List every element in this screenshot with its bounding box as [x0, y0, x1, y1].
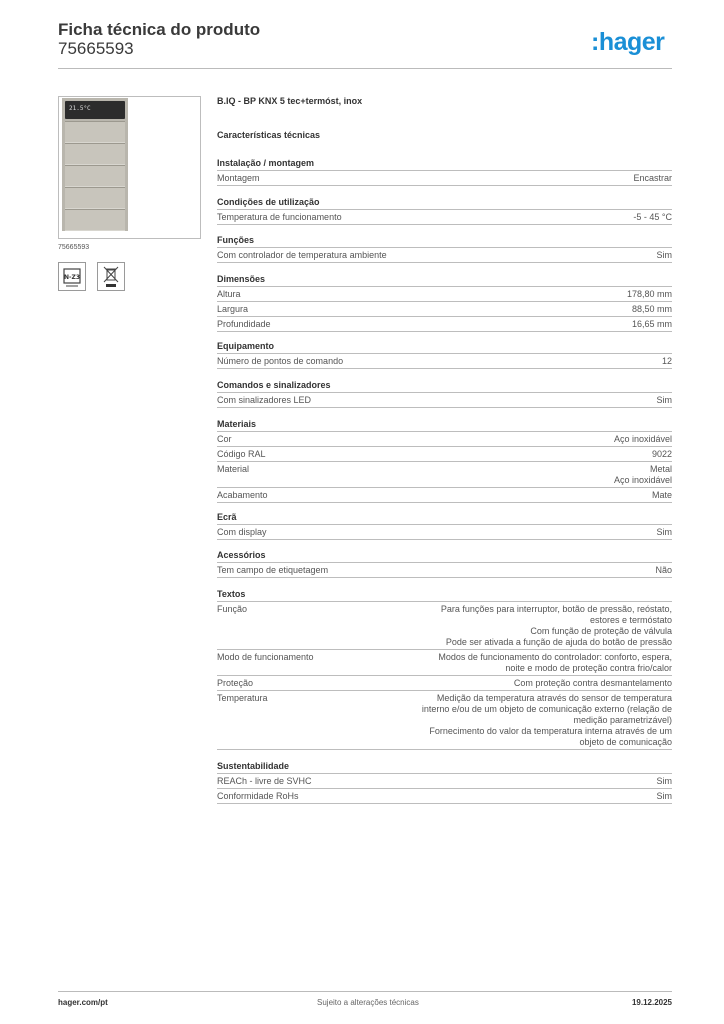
spec-section	[217, 339, 672, 369]
spec-row	[217, 525, 672, 540]
spec-row	[217, 774, 672, 789]
spec-label: Com controlador de temperatura ambiente	[217, 250, 387, 260]
section-title: Textos	[217, 587, 672, 602]
spec-value-line: estores e termóstato	[589, 615, 672, 625]
section-title: Sustentabilidade	[217, 759, 672, 774]
spec-value-line: objeto de comunicação	[579, 737, 672, 747]
spec-section	[217, 510, 672, 540]
spec-label: Altura	[217, 289, 241, 299]
spec-value-line: noite e modo de proteção contra frio/calor	[505, 663, 672, 673]
spec-row	[217, 602, 672, 650]
spec-row	[217, 354, 672, 369]
page-title: Ficha técnica do produto	[58, 20, 261, 39]
spec-section	[217, 417, 672, 503]
spec-value-line: 12	[661, 356, 672, 366]
spec-section	[217, 587, 672, 750]
spec-value-line: Mate	[651, 490, 672, 500]
spec-value	[397, 527, 672, 538]
section-title: Equipamento	[217, 339, 672, 354]
image-caption: 75665593	[58, 244, 90, 251]
spec-label: Acabamento	[217, 490, 268, 500]
spec-row	[217, 563, 672, 578]
weee-crossed-bin-icon	[97, 262, 125, 291]
spec-value-line: medição parametrizável)	[573, 715, 672, 725]
spec-value-line: Sim	[656, 776, 672, 786]
spec-value	[397, 693, 672, 748]
spec-label: Temperatura de funcionamento	[217, 212, 342, 222]
section-title: Condições de utilização	[217, 195, 672, 210]
spec-row	[217, 691, 672, 750]
spec-value-line: 9022	[651, 449, 672, 459]
spec-value-line: Medição da temperatura através do sensor de temperatura	[436, 693, 672, 703]
spec-row	[217, 287, 672, 302]
spec-value-line: Com proteção contra desmantelamento	[513, 678, 672, 688]
spec-value-line: Aço inoxidável	[613, 475, 672, 485]
spec-value	[397, 319, 672, 330]
spec-value	[397, 776, 672, 787]
spec-value-line: Sim	[656, 791, 672, 801]
hager-logo[interactable]: :hager	[591, 28, 665, 56]
footer-notice: Sujeito a alterações técnicas	[317, 998, 419, 1007]
product-button	[65, 121, 125, 143]
spec-label: Material	[217, 464, 250, 474]
section-title: Funções	[217, 233, 672, 248]
spec-label: Tem campo de etiquetagem	[217, 565, 329, 575]
spec-label: Largura	[217, 304, 249, 314]
product-button	[65, 143, 125, 165]
spec-value-line: Metal	[649, 464, 672, 474]
section-title: Acessórios	[217, 548, 672, 563]
spec-value-line: Com função de proteção de válvula	[530, 626, 672, 636]
spec-label: Modo de funcionamento	[217, 652, 314, 662]
spec-row	[217, 302, 672, 317]
spec-label: Cor	[217, 434, 232, 444]
spec-label: Proteção	[217, 678, 254, 688]
product-display	[65, 101, 125, 119]
spec-value	[397, 464, 672, 486]
spec-row	[217, 488, 672, 503]
spec-value-line: Sim	[656, 527, 672, 537]
spec-value	[397, 791, 672, 802]
spec-row	[217, 650, 672, 676]
spec-label: Código RAL	[217, 449, 266, 459]
product-button	[65, 165, 125, 187]
characteristics-title: Características técnicas	[217, 130, 321, 140]
spec-section	[217, 378, 672, 408]
spec-value-line: Não	[655, 565, 672, 575]
footer-date: 19.12.2025	[631, 998, 672, 1007]
spec-value-line: -5 - 45 °C	[633, 212, 672, 222]
spec-row	[217, 210, 672, 225]
spec-value-line: 178,80 mm	[626, 289, 672, 299]
section-title: Comandos e sinalizadores	[217, 378, 672, 393]
section-title: Instalação / montagem	[217, 156, 672, 171]
spec-section	[217, 759, 672, 804]
section-title: Dimensões	[217, 272, 672, 287]
spec-row	[217, 171, 672, 186]
spec-label: Com sinalizadores LED	[217, 395, 312, 405]
spec-value	[397, 212, 672, 223]
spec-row	[217, 248, 672, 263]
spec-value-line: 88,50 mm	[631, 304, 672, 314]
spec-section	[217, 156, 672, 186]
nfc-icon-text: N-Z3	[63, 274, 81, 281]
spec-value	[397, 289, 672, 300]
section-title: Materiais	[217, 417, 672, 432]
spec-value-line: Pode ser ativada a função de ajuda do botão de pressão	[445, 637, 672, 647]
section-title: Ecrã	[217, 510, 672, 525]
spec-value-line: Modos de funcionamento do controlador: conforto, espera,	[438, 652, 672, 662]
spec-value-line: Fornecimento do valor da temperatura interna através de um	[429, 726, 672, 736]
spec-value-line: Sim	[656, 395, 672, 405]
spec-value	[397, 604, 672, 648]
spec-section	[217, 195, 672, 225]
product-button	[65, 209, 125, 231]
spec-row	[217, 789, 672, 804]
spec-row	[217, 462, 672, 488]
spec-value-line: Para funções para interruptor, botão de pressão, reóstato,	[440, 604, 672, 614]
spec-value	[397, 173, 672, 184]
spec-section	[217, 272, 672, 332]
spec-row	[217, 676, 672, 691]
spec-value	[397, 490, 672, 501]
spec-value-line: Sim	[656, 250, 672, 260]
spec-value-line: 16,65 mm	[631, 319, 672, 329]
product-display-text: 21.5°C	[69, 105, 91, 112]
spec-row	[217, 447, 672, 462]
spec-label: Temperatura	[217, 693, 268, 703]
product-image	[62, 98, 128, 231]
spec-row	[217, 317, 672, 332]
spec-label: Número de pontos de comando	[217, 356, 344, 366]
product-code: 75665593	[58, 39, 134, 58]
spec-value-line: interno e/ou de um objeto de comunicação externo (relação de	[421, 704, 672, 714]
spec-value	[397, 565, 672, 576]
spec-value	[397, 449, 672, 460]
nfc-logo-icon	[58, 262, 86, 291]
header-divider	[58, 68, 672, 69]
product-button	[65, 187, 125, 209]
spec-label: Montagem	[217, 173, 260, 183]
spec-value-line: Encastrar	[633, 173, 672, 183]
spec-row	[217, 393, 672, 408]
spec-label: Conformidade RoHs	[217, 791, 299, 801]
spec-value	[397, 250, 672, 261]
spec-row	[217, 432, 672, 447]
spec-value	[397, 678, 672, 689]
spec-section	[217, 548, 672, 578]
spec-label: Função	[217, 604, 248, 614]
spec-label: Com display	[217, 527, 267, 537]
spec-section	[217, 233, 672, 263]
spec-value	[397, 304, 672, 315]
spec-value	[397, 395, 672, 406]
spec-label: Profundidade	[217, 319, 271, 329]
spec-label: REACh - livre de SVHC	[217, 776, 312, 786]
spec-value	[397, 356, 672, 367]
product-name: B.IQ - BP KNX 5 tec+termóst, inox	[217, 96, 363, 106]
footer-divider	[58, 991, 672, 992]
spec-value-line: Aço inoxidável	[613, 434, 672, 444]
spec-value	[397, 652, 672, 674]
footer-website[interactable]: hager.com/pt	[58, 998, 108, 1007]
spec-value	[397, 434, 672, 445]
